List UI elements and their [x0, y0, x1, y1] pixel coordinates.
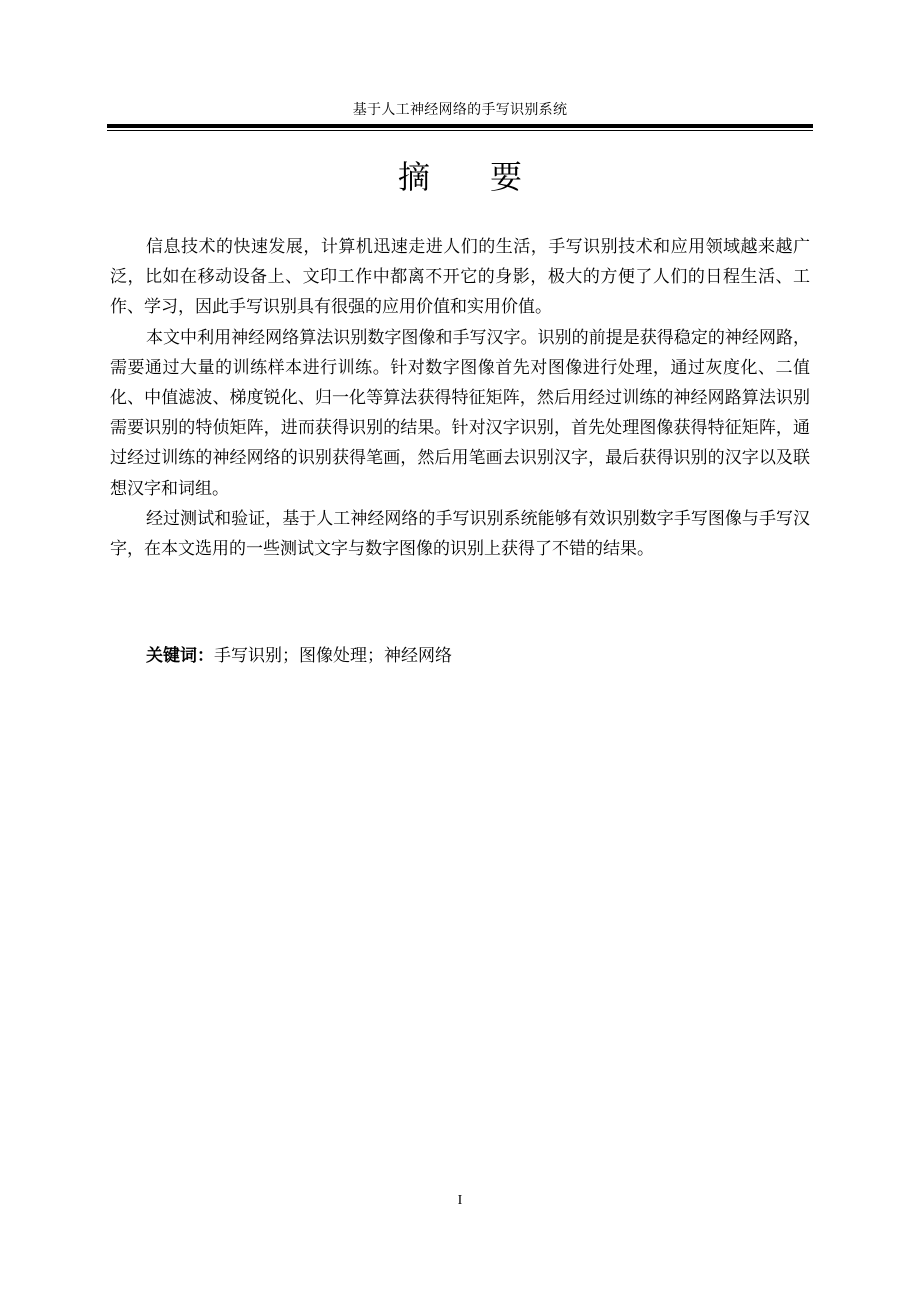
abstract-paragraph-1: 信息技术的快速发展，计算机迅速走进人们的生活，手写识别技术和应用领域越来越广泛，比如在移动设备上、文印工作中都离不开它的身影，极大的方便了人们的日程生活、工作、学习，因此手写识别具有很强的应用价值和实用价值。 [110, 237, 810, 318]
page-number: I [457, 1193, 463, 1208]
abstract-title: 摘要 [397, 158, 582, 196]
header-rule-thin [107, 130, 813, 131]
header-rule-thick [107, 124, 813, 128]
running-header: 基于人工神经网络的手写识别系统 [352, 102, 568, 118]
keywords-line [146, 641, 452, 671]
keywords-label: 关键词： [146, 646, 214, 666]
abstract-paragraph-3: 经过测试和验证，基于人工神经网络的手写识别系统能够有效识别数字手写图像与手写汉字，在本文选用的一些测试文字与数字图像的识别上获得了不错的结果。 [110, 508, 810, 560]
abstract-body [110, 232, 810, 564]
keywords-value: 手写识别；图像处理；神经网络 [214, 646, 452, 666]
abstract-paragraph-2: 本文中利用神经网络算法识别数字图像和手写汉字。识别的前提是获得稳定的神经网路，需要通过大量的训练样本进行训练。针对数字图像首先对图像进行处理，通过灰度化、二值化、中值滤波、梯度锐化、归一化等算法获得特征矩阵，然后用经过训练的神经网路算法识别需要识别的特侦矩阵，进而获得识别的结果。针对汉字识别，首先处理图像获得特征矩阵，通过经过训练的神经网络的识别获得笔画，然后用笔画去识别汉字，最后获得识别的汉字以及联想汉字和词组。 [110, 327, 810, 499]
